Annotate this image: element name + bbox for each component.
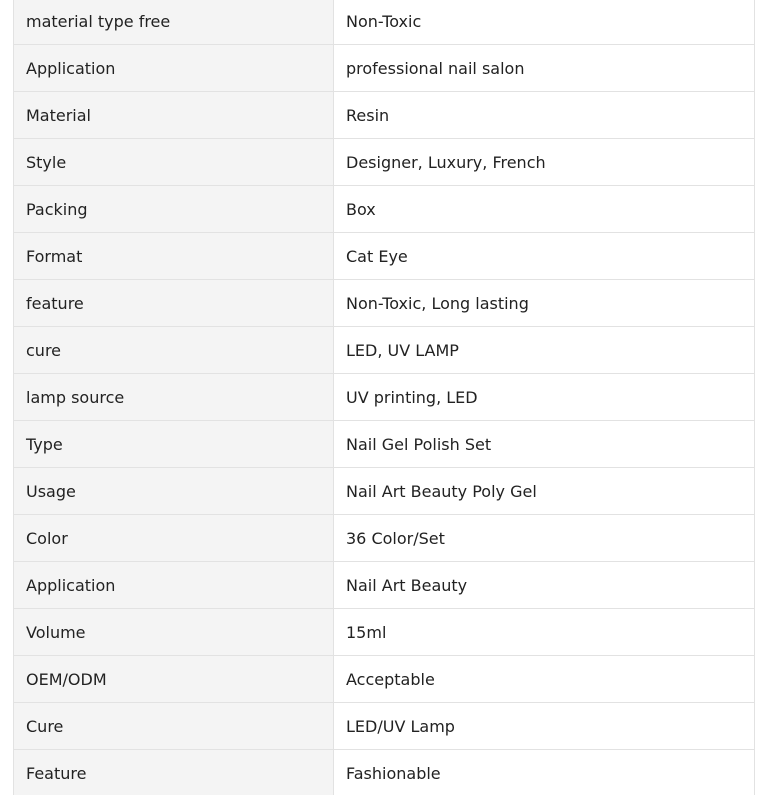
spec-value: Nail Art Beauty Poly Gel bbox=[334, 468, 755, 515]
spec-value: Resin bbox=[334, 92, 755, 139]
table-row bbox=[14, 515, 755, 562]
table-row bbox=[14, 92, 755, 139]
spec-key: Volume bbox=[14, 609, 334, 656]
spec-value: Nail Art Beauty bbox=[334, 562, 755, 609]
table-row bbox=[14, 562, 755, 609]
table-row bbox=[14, 656, 755, 703]
spec-key: OEM/ODM bbox=[14, 656, 334, 703]
spec-value: Non-Toxic, Long lasting bbox=[334, 280, 755, 327]
spec-key: Feature bbox=[14, 750, 334, 795]
spec-key: material type free bbox=[14, 0, 334, 45]
spec-value: LED, UV LAMP bbox=[334, 327, 755, 374]
spec-key: feature bbox=[14, 280, 334, 327]
spec-key: Cure bbox=[14, 703, 334, 750]
spec-value: Acceptable bbox=[334, 656, 755, 703]
table-row bbox=[14, 233, 755, 280]
table-row bbox=[14, 703, 755, 750]
spec-key: Application bbox=[14, 45, 334, 92]
table-row bbox=[14, 421, 755, 468]
table-row bbox=[14, 750, 755, 795]
table-row bbox=[14, 139, 755, 186]
spec-key: Application bbox=[14, 562, 334, 609]
table-row bbox=[14, 186, 755, 233]
spec-value: UV printing, LED bbox=[334, 374, 755, 421]
spec-value: Fashionable bbox=[334, 750, 755, 795]
spec-table bbox=[13, 0, 755, 795]
spec-key: Usage bbox=[14, 468, 334, 515]
spec-value: Designer, Luxury, French bbox=[334, 139, 755, 186]
spec-key: Packing bbox=[14, 186, 334, 233]
spec-key: Type bbox=[14, 421, 334, 468]
table-row bbox=[14, 327, 755, 374]
spec-value: Cat Eye bbox=[334, 233, 755, 280]
spec-value: LED/UV Lamp bbox=[334, 703, 755, 750]
table-row bbox=[14, 468, 755, 515]
spec-key: Color bbox=[14, 515, 334, 562]
spec-value: 15ml bbox=[334, 609, 755, 656]
spec-key: lamp source bbox=[14, 374, 334, 421]
spec-key: Style bbox=[14, 139, 334, 186]
spec-value: 36 Color/Set bbox=[334, 515, 755, 562]
spec-value: professional nail salon bbox=[334, 45, 755, 92]
spec-value: Non-Toxic bbox=[334, 0, 755, 45]
table-row bbox=[14, 609, 755, 656]
table-row bbox=[14, 374, 755, 421]
spec-key: Material bbox=[14, 92, 334, 139]
spec-value: Box bbox=[334, 186, 755, 233]
spec-key: Format bbox=[14, 233, 334, 280]
spec-value: Nail Gel Polish Set bbox=[334, 421, 755, 468]
table-row bbox=[14, 45, 755, 92]
table-row bbox=[14, 280, 755, 327]
table-row bbox=[14, 0, 755, 45]
spec-key: cure bbox=[14, 327, 334, 374]
